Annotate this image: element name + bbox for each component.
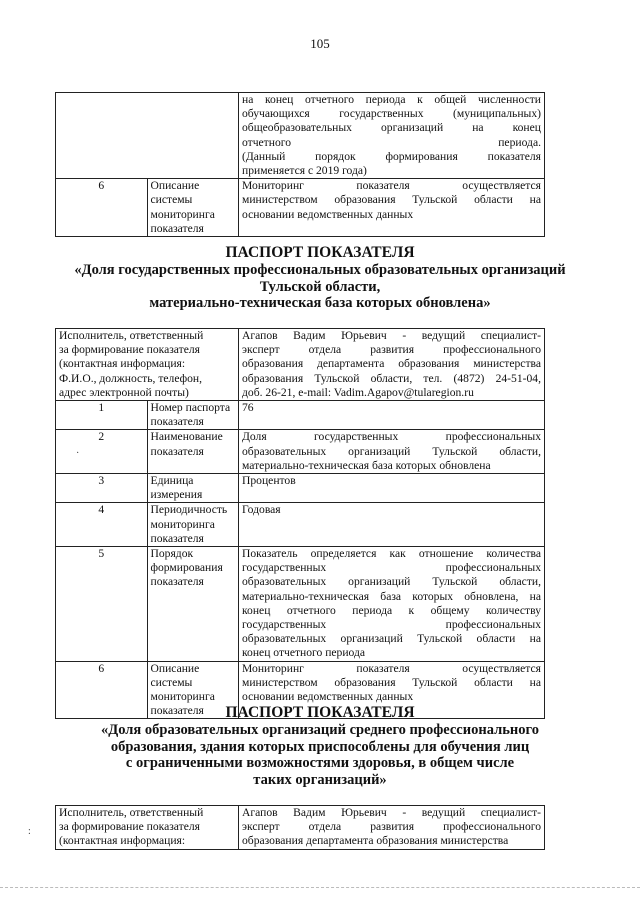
table-row: [56, 430, 545, 474]
text-line: конец отчетного периода: [242, 646, 366, 660]
text-line: Порядок формирования: [150, 547, 223, 575]
page-number: 105: [310, 36, 330, 51]
passport-heading-2: [40, 704, 600, 788]
text-line: применяется с 2019 года): [242, 164, 367, 178]
executor-value-2: [239, 806, 545, 850]
text-line: материально-техническая база которых обновлена»: [149, 295, 491, 311]
row-value: [239, 547, 545, 662]
passport-table-continuation: [55, 92, 545, 237]
text-line: образования департамента образования министерства: [242, 834, 509, 848]
row-number: 2: [56, 430, 148, 474]
passport-title-2: ПАСПОРТ ПОКАЗАТЕЛЯ: [225, 704, 415, 721]
row-number: 3: [56, 474, 148, 503]
text-line: Наименование показателя: [150, 430, 223, 458]
text-line: обучающихся государственных (муниципальных): [242, 107, 541, 121]
text-line: Описание системы: [150, 179, 200, 207]
scan-edge-line: [0, 887, 640, 888]
text-line: Номер паспорта: [150, 401, 231, 415]
text-line: Мониторинг показателя осуществляется: [242, 179, 541, 193]
text-line: министерством образования Тульской области на: [242, 193, 541, 207]
passport-title: ПАСПОРТ ПОКАЗАТЕЛЯ: [225, 244, 415, 261]
text-line: мониторинга показателя: [150, 690, 215, 718]
row-number: 6: [56, 179, 148, 237]
text-line: общеобразовательных организаций на конец: [242, 121, 541, 135]
text-line: мониторинга показателя: [150, 517, 215, 545]
row-label: [147, 401, 239, 430]
text-line: Годовая: [242, 503, 281, 517]
executor-value: [239, 329, 545, 401]
text-line: образования департамента образования министерства: [242, 357, 541, 371]
text-line: Агапов Вадим Юрьевич - ведущий специалист-: [242, 806, 541, 819]
row-label: [147, 547, 239, 662]
text-line: (Данный порядок формирования показателя: [242, 149, 541, 163]
row-value: [239, 401, 545, 430]
text-line: образовательных организаций Тульской области,: [242, 575, 541, 589]
row-value: [239, 179, 545, 237]
passport-subtitle: [40, 262, 600, 312]
text-line: государственных профессиональных: [242, 618, 541, 632]
table-row: [56, 806, 545, 850]
table-row: [56, 93, 545, 179]
text-line: Агапов Вадим Юрьевич - ведущий специалист-: [242, 329, 541, 342]
text-line: Тульской области,: [259, 278, 381, 295]
text-line: образования Тульской области, тел. (4872) 24-51-04,: [242, 371, 541, 385]
scan-speck: ·: [76, 448, 80, 459]
text-line: Описание системы: [150, 661, 200, 689]
text-line: за формирование показателя: [59, 343, 200, 357]
row-label: [147, 430, 239, 474]
text-line: показателя: [150, 575, 204, 589]
table-row: [56, 179, 545, 237]
table-row: [56, 401, 545, 430]
text-line: эксперт отдела развития профессионального: [242, 343, 541, 357]
text-line: «Доля государственных профессиональных образовательных организаций: [74, 262, 566, 278]
text-line: министерством образования Тульской области на: [242, 675, 541, 689]
executor-label-2: [56, 806, 239, 850]
text-line: образовательных организаций Тульской области на: [242, 632, 541, 646]
text-line: за формирование показателя: [59, 820, 200, 834]
text-line: показателя: [150, 415, 204, 429]
text-line: Процентов: [242, 474, 296, 488]
row-number: 5: [56, 547, 148, 662]
text-line: материально-техническая база которых обновлена, на: [242, 589, 541, 603]
text-line: образовательных организаций Тульской области,: [242, 444, 541, 458]
text-line: основании ведомственных данных: [242, 207, 414, 221]
text-line: Периодичность: [150, 503, 228, 517]
text-line: на конец отчетного периода к общей численности: [242, 93, 541, 106]
text-line: с ограниченными возможностями здоровья, в общем числе: [125, 755, 515, 771]
text-line: таких организаций»: [253, 771, 387, 788]
text-line: Исполнитель, ответственный: [59, 329, 204, 342]
row-value: [239, 430, 545, 474]
text-line: государственных профессиональных: [242, 561, 541, 575]
passport-table-2: [55, 805, 545, 850]
table-row: [56, 474, 545, 503]
passport-subtitle-2: [40, 722, 600, 788]
text-line: образования, здания которых приспособлены для обучения лиц: [110, 738, 530, 755]
scan-speck: :: [28, 826, 31, 837]
row-value: [239, 503, 545, 547]
text-line: Исполнитель, ответственный: [59, 806, 204, 819]
text-line: 76: [242, 401, 254, 415]
passport-table: [55, 328, 545, 719]
row-number: 4: [56, 503, 148, 547]
text-line: Единица измерения: [150, 474, 203, 502]
passport-heading: [40, 244, 600, 312]
table-row: [56, 329, 545, 401]
text-line: мониторинга показателя: [150, 207, 215, 235]
text-line: адрес электронной почты): [59, 385, 189, 399]
text-line: отчетного периода.: [242, 135, 541, 149]
text-line: конец отчетного периода к общему количеству: [242, 603, 541, 617]
empty-cell: [56, 93, 239, 179]
continuation-value-cell: [239, 93, 545, 179]
text-line: Доля государственных профессиональных: [242, 430, 541, 444]
row-number: 1: [56, 401, 148, 430]
text-line: доб. 26-21, e-mail: Vadim.Agapov@tularegion.ru: [242, 385, 474, 399]
text-line: «Доля образовательных организаций среднего профессионального: [101, 722, 539, 738]
row-label: [147, 179, 239, 237]
row-label: [147, 503, 239, 547]
table-row: [56, 547, 545, 662]
text-line: (контактная информация:: [59, 834, 186, 848]
text-line: эксперт отдела развития профессионального: [242, 820, 541, 834]
row-label: [147, 474, 239, 503]
text-line: Ф.И.О., должность, телефон,: [59, 371, 203, 385]
text-line: материально-техническая база которых обновлена: [242, 458, 491, 472]
executor-label: [56, 329, 239, 401]
passport-rows: [56, 401, 545, 719]
text-line: (контактная информация:: [59, 357, 186, 371]
text-line: Показатель определяется как отношение количества: [242, 547, 541, 561]
text-line: Мониторинг показателя осуществляется: [242, 661, 541, 675]
text-line: основании ведомственных данных: [242, 690, 414, 704]
row-number: 6: [56, 661, 148, 719]
table-row: [56, 503, 545, 547]
row-value: [239, 474, 545, 503]
